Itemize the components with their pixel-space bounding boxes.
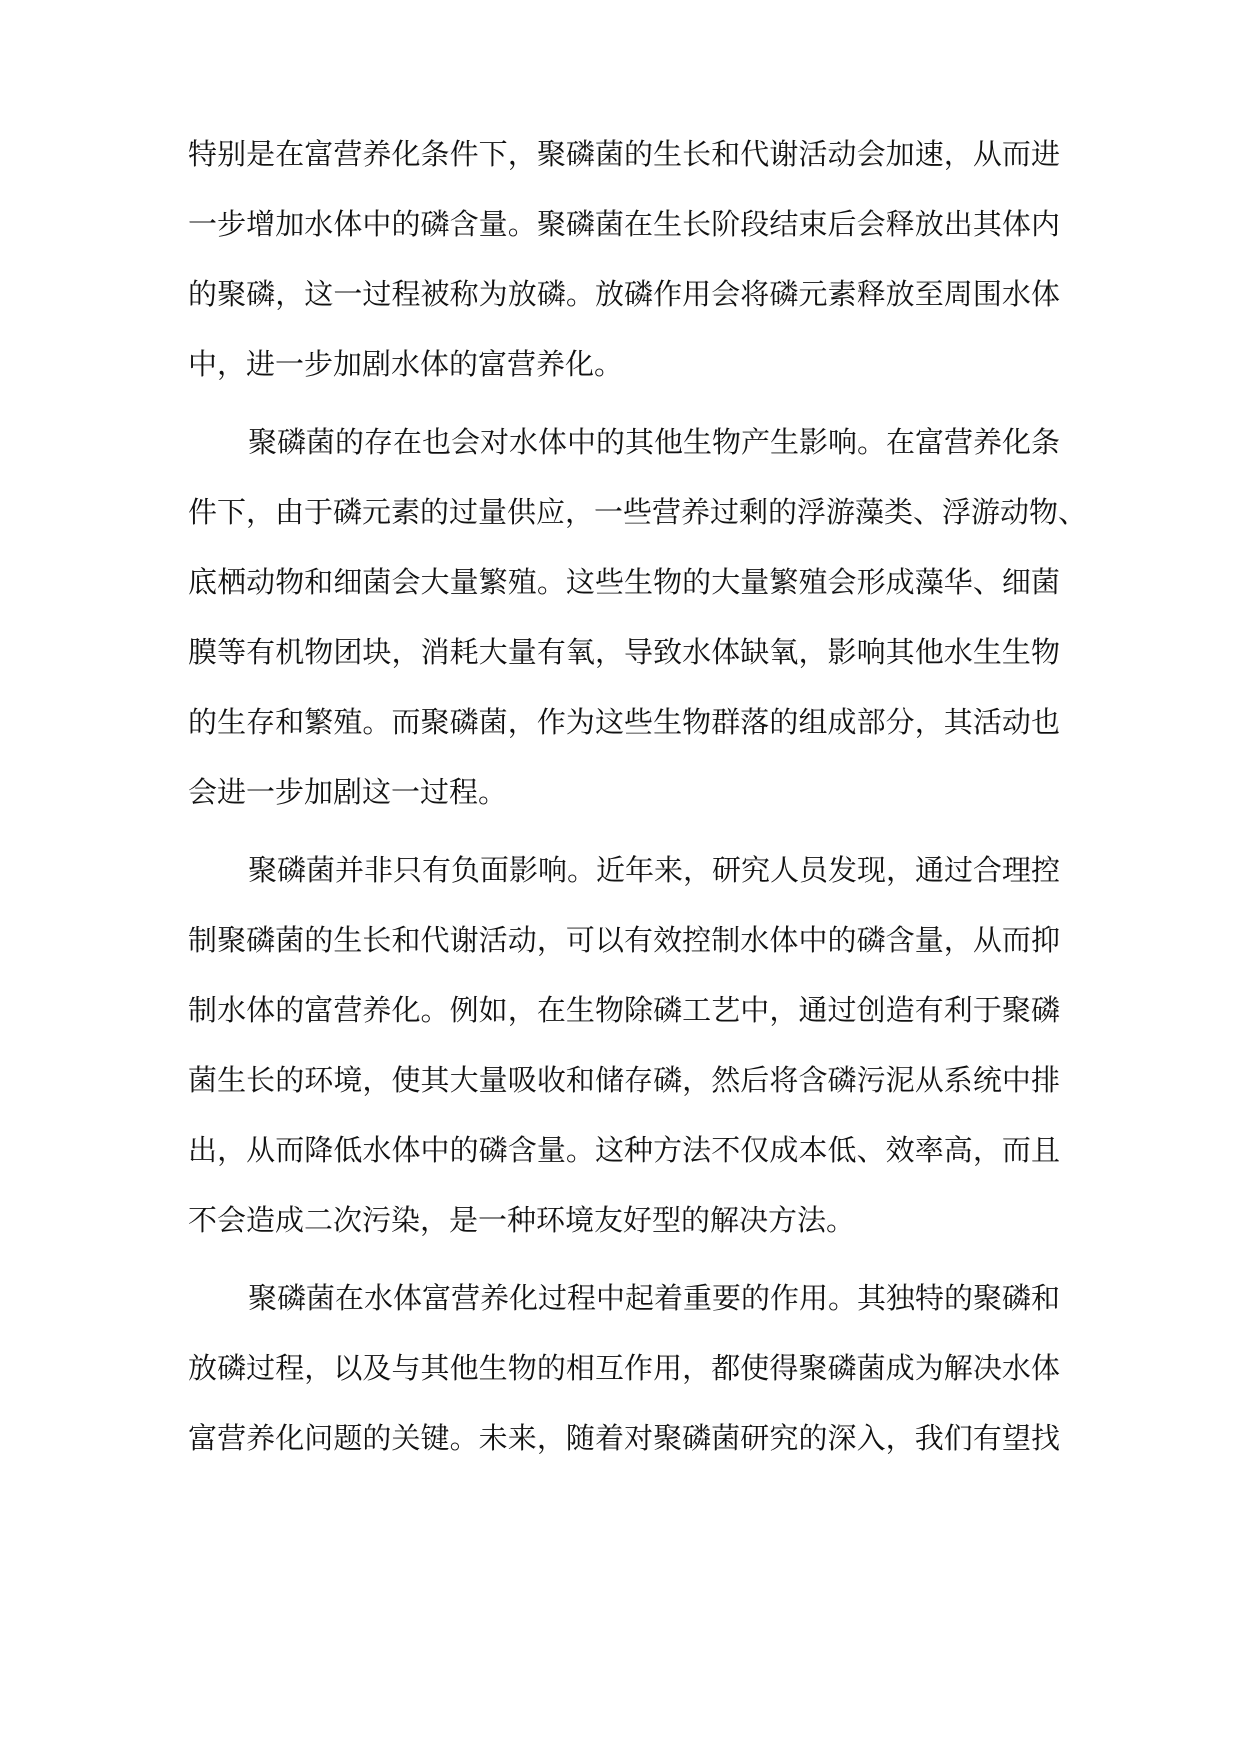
text-line: 特别是在富营养化条件下，聚磷菌的生长和代谢活动会加速，从而进 bbox=[188, 137, 1060, 171]
paragraph-first-line: 聚磷菌在水体富营养化过程中起着重要的作用。其独特的聚磷和 bbox=[248, 1281, 1061, 1315]
text-line: 会进一步加剧这一过程。 bbox=[188, 775, 508, 809]
text-line: 富营养化问题的关键。未来，随着对聚磷菌研究的深入，我们有望找 bbox=[188, 1421, 1060, 1455]
text-line: 膜等有机物团块，消耗大量有氧，导致水体缺氧，影响其他水生生物 bbox=[188, 635, 1060, 669]
paragraph-first-line: 聚磷菌的存在也会对水体中的其他生物产生影响。在富营养化条 bbox=[248, 425, 1061, 459]
text-line: 放磷过程，以及与其他生物的相互作用，都使得聚磷菌成为解决水体 bbox=[188, 1351, 1060, 1385]
text-line: 中，进一步加剧水体的富营养化。 bbox=[188, 347, 624, 381]
text-line: 菌生长的环境，使其大量吸收和储存磷，然后将含磷污泥从系统中排 bbox=[188, 1063, 1060, 1097]
text-line: 制水体的富营养化。例如，在生物除磷工艺中，通过创造有利于聚磷 bbox=[188, 993, 1060, 1027]
text-line: 的聚磷，这一过程被称为放磷。放磷作用会将磷元素释放至周围水体 bbox=[188, 277, 1060, 311]
text-line: 出，从而降低水体中的磷含量。这种方法不仅成本低、效率高，而且 bbox=[188, 1133, 1060, 1167]
paragraph-first-line: 聚磷菌并非只有负面影响。近年来，研究人员发现，通过合理控 bbox=[248, 853, 1061, 887]
text-line: 不会造成二次污染，是一种环境友好型的解决方法。 bbox=[188, 1203, 856, 1237]
text-line: 底栖动物和细菌会大量繁殖。这些生物的大量繁殖会形成藻华、细菌 bbox=[188, 565, 1060, 599]
text-line: 一步增加水体中的磷含量。聚磷菌在生长阶段结束后会释放出其体内 bbox=[188, 207, 1060, 241]
text-line: 制聚磷菌的生长和代谢活动，可以有效控制水体中的磷含量，从而抑 bbox=[188, 923, 1060, 957]
text-line: 的生存和繁殖。而聚磷菌，作为这些生物群落的组成部分，其活动也 bbox=[188, 705, 1060, 739]
text-line: 件下，由于磷元素的过量供应，一些营养过剩的浮游藻类、浮游动物、 bbox=[188, 495, 1088, 529]
